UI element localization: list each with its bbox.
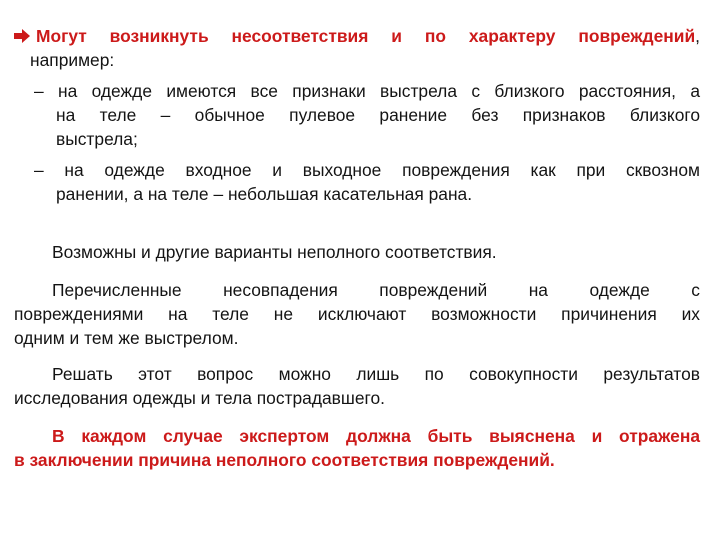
intro-line-2: например:: [30, 50, 115, 70]
para-mismatch-line-1: Перечисленные несовпадения повреждений на одежде с: [52, 280, 700, 300]
para-decide-line-1: Решать этот вопрос можно лишь по совокупности результатов: [52, 364, 700, 384]
dash-item-1-line-2: на теле – обычное пулевое ранение без признаков близкого: [56, 105, 700, 125]
para-variants: Возможны и другие варианты неполного соответствия.: [52, 242, 497, 262]
para-conclusion-line-2: в заключении причина неполного соответствия повреждений.: [14, 450, 555, 470]
para-mismatch-line-3: одним и тем же выстрелом.: [14, 328, 239, 348]
dash-item-2-line-1: – на одежде входное и выходное повреждения как при сквозном: [34, 160, 700, 180]
right-arrow-icon: [14, 29, 30, 43]
dash-item-1-line-3: выстрела;: [56, 129, 138, 149]
intro-heading: Могут возникнуть несоответствия и по характеру повреждений: [36, 26, 696, 46]
intro-comma: ,: [695, 26, 700, 46]
para-conclusion-line-1: В каждом случае экспертом должна быть выяснена и отражена: [52, 426, 700, 446]
dash-item-2-line-2: ранении, а на теле – небольшая касательная рана.: [56, 184, 473, 204]
dash-item-1-line-1: – на одежде имеются все признаки выстрела с близкого расстояния, а: [34, 81, 700, 101]
para-mismatch-line-2: повреждениями на теле не исключают возможности причинения их: [14, 304, 700, 324]
intro-line-1: [36, 24, 700, 48]
para-decide-line-2: исследования одежды и тела пострадавшего.: [14, 388, 385, 408]
